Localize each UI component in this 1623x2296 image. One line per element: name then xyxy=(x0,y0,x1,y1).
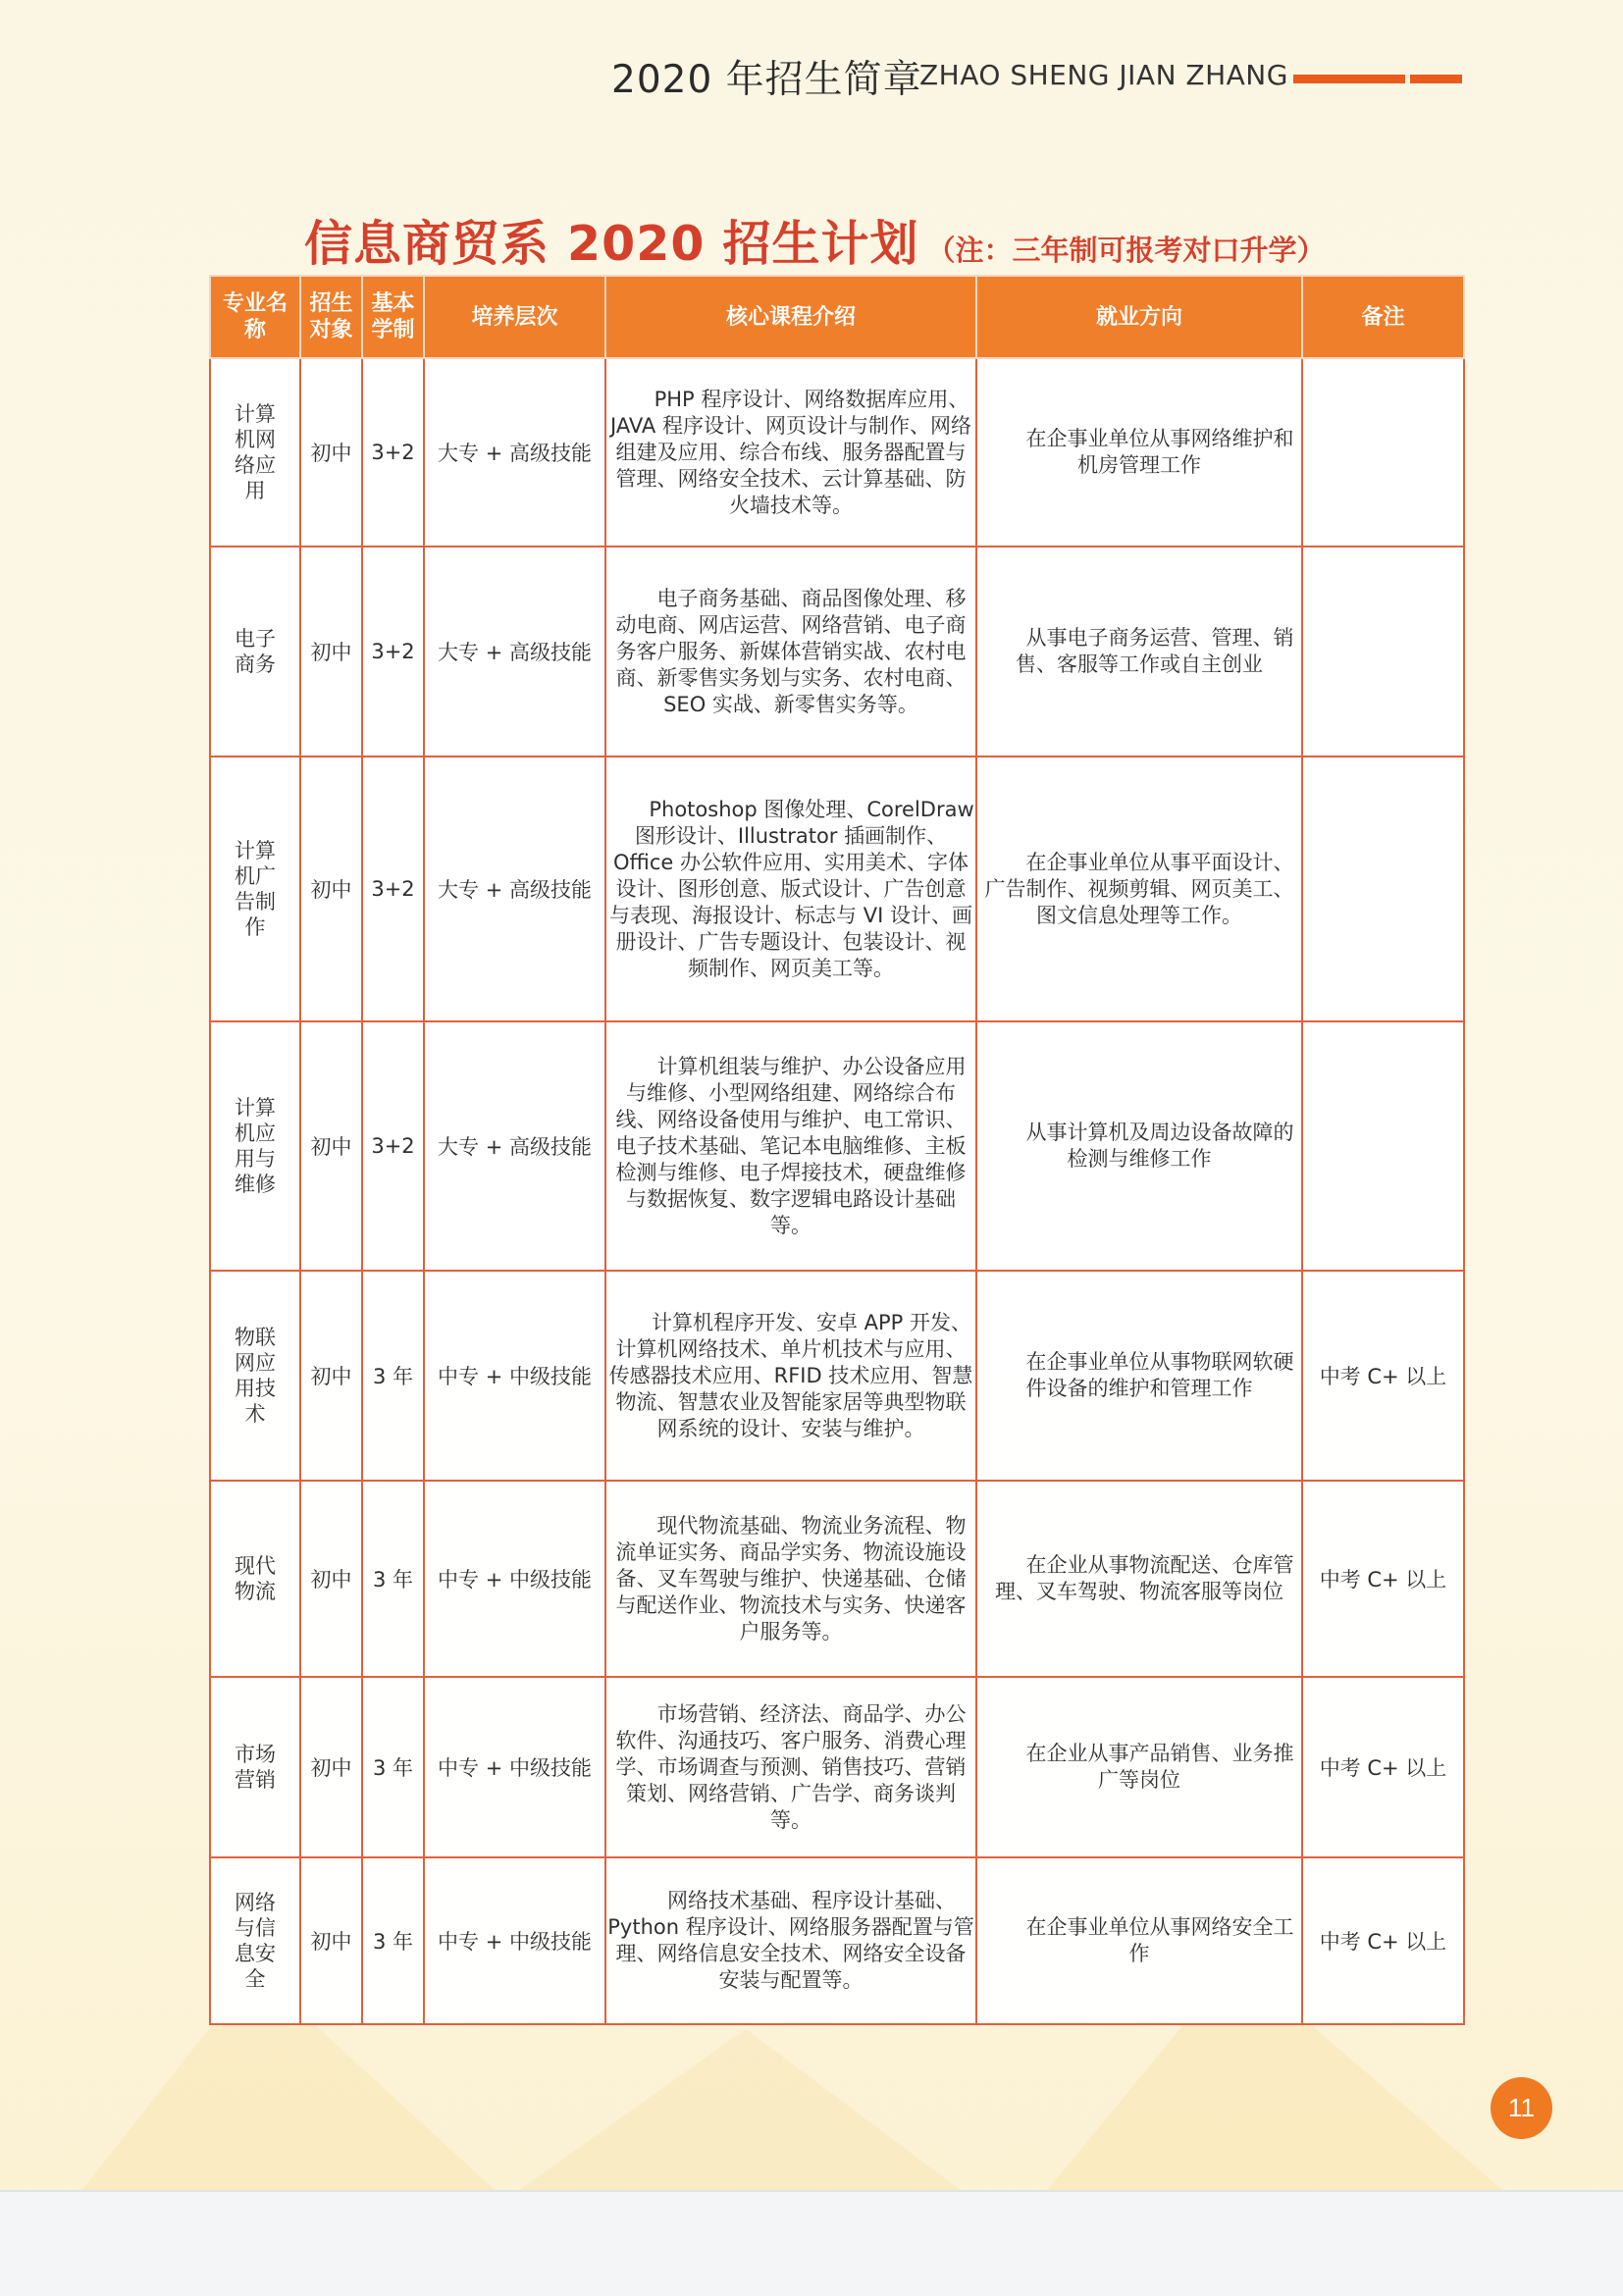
level-cell: 中专 + 中级技能 xyxy=(424,1677,605,1857)
courses-cell xyxy=(605,1021,976,1271)
courses-cell xyxy=(605,547,976,757)
table-row xyxy=(210,1021,1464,1271)
page-number: 11 xyxy=(1508,2093,1535,2122)
duration-cell: 3 年 xyxy=(362,1857,424,2024)
table-body xyxy=(210,358,1464,2024)
target-cell: 初中 xyxy=(300,1021,362,1271)
level-cell: 大专 + 高级技能 xyxy=(424,1021,605,1271)
col-duration-header: 基本学制 xyxy=(362,276,424,358)
career-cell xyxy=(976,757,1302,1021)
major-name-cell: 网络与信息安全 xyxy=(210,1857,300,2024)
table-row xyxy=(210,1677,1464,1857)
duration-cell: 3 年 xyxy=(362,1271,424,1481)
courses-cell xyxy=(605,1677,976,1857)
page-number-badge xyxy=(1491,2077,1552,2139)
table-row xyxy=(210,1481,1464,1677)
courses-text: 计算机组装与维护、办公设备应用与维修、小型网络组建、网络综合布线、网络设备使用与维护、电工常识、电子技术基础、笔记本电脑维修、主板检测与维修、电子焊接技术，硬盘维修与数据恢复、数字逻辑电路设计基础等。 xyxy=(615,1054,967,1237)
career-cell xyxy=(976,358,1302,547)
major-name-cell: 计算机应用与维修 xyxy=(210,1021,300,1271)
target-cell: 初中 xyxy=(300,1857,362,2024)
header-accent-bar xyxy=(1293,75,1405,83)
duration-cell: 3+2 xyxy=(362,1021,424,1271)
col-major-name-header: 专业名称 xyxy=(210,276,300,358)
page-header xyxy=(0,39,1623,108)
table-header-row xyxy=(210,276,1464,358)
table-row xyxy=(210,547,1464,757)
table-row xyxy=(210,358,1464,547)
courses-text: 电子商务基础、商品图像处理、移动电商、网店运营、网络营销、电子商务客户服务、新媒体营销实战、农村电商、新零售实务划与实务、农村电商、SEO 实战、新零售实务等。 xyxy=(615,586,967,716)
header-subtitle: ZHAO SHENG JIAN ZHANG xyxy=(919,59,1288,91)
courses-cell xyxy=(605,1857,976,2024)
col-target-header: 招生对象 xyxy=(300,276,362,358)
remark-cell: 中考 C+ 以上 xyxy=(1302,1481,1464,1677)
target-cell: 初中 xyxy=(300,358,362,547)
career-cell xyxy=(976,1021,1302,1271)
duration-cell: 3+2 xyxy=(362,358,424,547)
level-cell: 大专 + 高级技能 xyxy=(424,547,605,757)
remark-cell: 中考 C+ 以上 xyxy=(1302,1677,1464,1857)
major-name-cell: 电子商务 xyxy=(210,547,300,757)
level-cell: 中专 + 中级技能 xyxy=(424,1271,605,1481)
enrollment-plan-table xyxy=(209,275,1465,2025)
page-title-note: （注：三年制可报考对口升学） xyxy=(926,234,1326,267)
level-cell: 中专 + 中级技能 xyxy=(424,1481,605,1677)
career-text: 从事电子商务运营、管理、销售、客服等工作或自主创业 xyxy=(1016,626,1294,676)
remark-cell xyxy=(1302,1021,1464,1271)
target-cell: 初中 xyxy=(300,547,362,757)
remark-cell xyxy=(1302,358,1464,547)
courses-text: 网络技术基础、程序设计基础、Python 程序设计、网络服务器配置与管理、网络信息安全技术、网络安全设备安装与配置等。 xyxy=(607,1889,974,1992)
career-text: 在企事业单位从事网络安全工作 xyxy=(1025,1915,1294,1965)
courses-cell xyxy=(605,358,976,547)
target-cell: 初中 xyxy=(300,757,362,1021)
table-row xyxy=(210,1857,1464,2024)
header-accent-bar-short xyxy=(1410,75,1462,83)
major-name-cell: 现代物流 xyxy=(210,1481,300,1677)
duration-cell: 3 年 xyxy=(362,1481,424,1677)
career-text: 从事计算机及周边设备故障的检测与维修工作 xyxy=(1025,1121,1294,1171)
major-name-cell: 物联网应用技术 xyxy=(210,1271,300,1481)
major-name-cell: 市场营销 xyxy=(210,1677,300,1857)
col-courses-header: 核心课程介绍 xyxy=(605,276,976,358)
page-title: 信息商贸系 2020 招生计划 xyxy=(304,216,919,272)
duration-cell: 3+2 xyxy=(362,757,424,1021)
level-cell: 大专 + 高级技能 xyxy=(424,757,605,1021)
table-header xyxy=(210,276,1464,358)
remark-cell xyxy=(1302,757,1464,1021)
page-heading xyxy=(304,206,1326,275)
courses-cell xyxy=(605,1481,976,1677)
table-row xyxy=(210,757,1464,1021)
header-title: 2020 年招生简章 xyxy=(611,58,922,102)
remark-cell: 中考 C+ 以上 xyxy=(1302,1857,1464,2024)
target-cell: 初中 xyxy=(300,1481,362,1677)
col-career-header: 就业方向 xyxy=(976,276,1302,358)
career-cell xyxy=(976,1677,1302,1857)
target-cell: 初中 xyxy=(300,1677,362,1857)
courses-text: PHP 程序设计、网络数据库应用、JAVA 程序设计、网页设计与制作、网络组建及应用、综合布线、服务器配置与管理、网络安全技术、云计算基础、防火墙技术等。 xyxy=(610,387,971,517)
courses-text: Photoshop 图像处理、CorelDraw 图形设计、Illustrator 插画制作、Office 办公软件应用、实用美术、字体设计、图形创意、版式设计、广告创意与表现、海报设计、标志与 VI 设计、画册设计、广告专题设计、包装设计、视频制作、网页美工等。 xyxy=(609,797,974,980)
level-cell: 大专 + 高级技能 xyxy=(424,358,605,547)
table-row xyxy=(210,1271,1464,1481)
career-cell xyxy=(976,547,1302,757)
courses-cell xyxy=(605,1271,976,1481)
courses-cell xyxy=(605,757,976,1021)
major-name-cell: 计算机广告制作 xyxy=(210,757,300,1021)
col-level-header: 培养层次 xyxy=(424,276,605,358)
col-remark-header: 备注 xyxy=(1302,276,1464,358)
target-cell: 初中 xyxy=(300,1271,362,1481)
courses-text: 计算机程序开发、安卓 APP 开发、计算机网络技术、单片机技术与应用、传感器技术应用、RFID 技术应用、智慧物流、智慧农业及智能家居等典型物联网系统的设计、安装与维护。 xyxy=(608,1310,973,1440)
career-text: 在企事业单位从事物联网软硬件设备的维护和管理工作 xyxy=(1025,1350,1294,1400)
career-cell xyxy=(976,1271,1302,1481)
duration-cell: 3 年 xyxy=(362,1677,424,1857)
remark-cell xyxy=(1302,547,1464,757)
career-text: 在企业从事物流配送、仓库管理、叉车驾驶、物流客服等岗位 xyxy=(995,1553,1294,1603)
career-cell xyxy=(976,1481,1302,1677)
major-name-cell: 计算机网络应用 xyxy=(210,358,300,547)
remark-cell: 中考 C+ 以上 xyxy=(1302,1271,1464,1481)
career-text: 在企事业单位从事网络维护和机房管理工作 xyxy=(1025,427,1294,477)
courses-text: 现代物流基础、物流业务流程、物流单证实务、商品学实务、物流设施设备、叉车驾驶与维护、快递基础、仓储与配送作业、物流技术与实务、快递客户服务等。 xyxy=(615,1513,967,1644)
level-cell: 中专 + 中级技能 xyxy=(424,1857,605,2024)
career-text: 在企事业单位从事平面设计、广告制作、视频剪辑、网页美工、图文信息处理等工作。 xyxy=(984,850,1294,927)
career-cell xyxy=(976,1857,1302,2024)
courses-text: 市场营销、经济法、商品学、办公软件、沟通技巧、客户服务、消费心理学、市场调查与预测、销售技巧、营销策划、网络营销、广告学、商务谈判等。 xyxy=(615,1701,967,1832)
career-text: 在企业从事产品销售、业务推广等岗位 xyxy=(1025,1742,1294,1792)
duration-cell: 3+2 xyxy=(362,547,424,757)
bottom-strip xyxy=(0,2190,1623,2296)
